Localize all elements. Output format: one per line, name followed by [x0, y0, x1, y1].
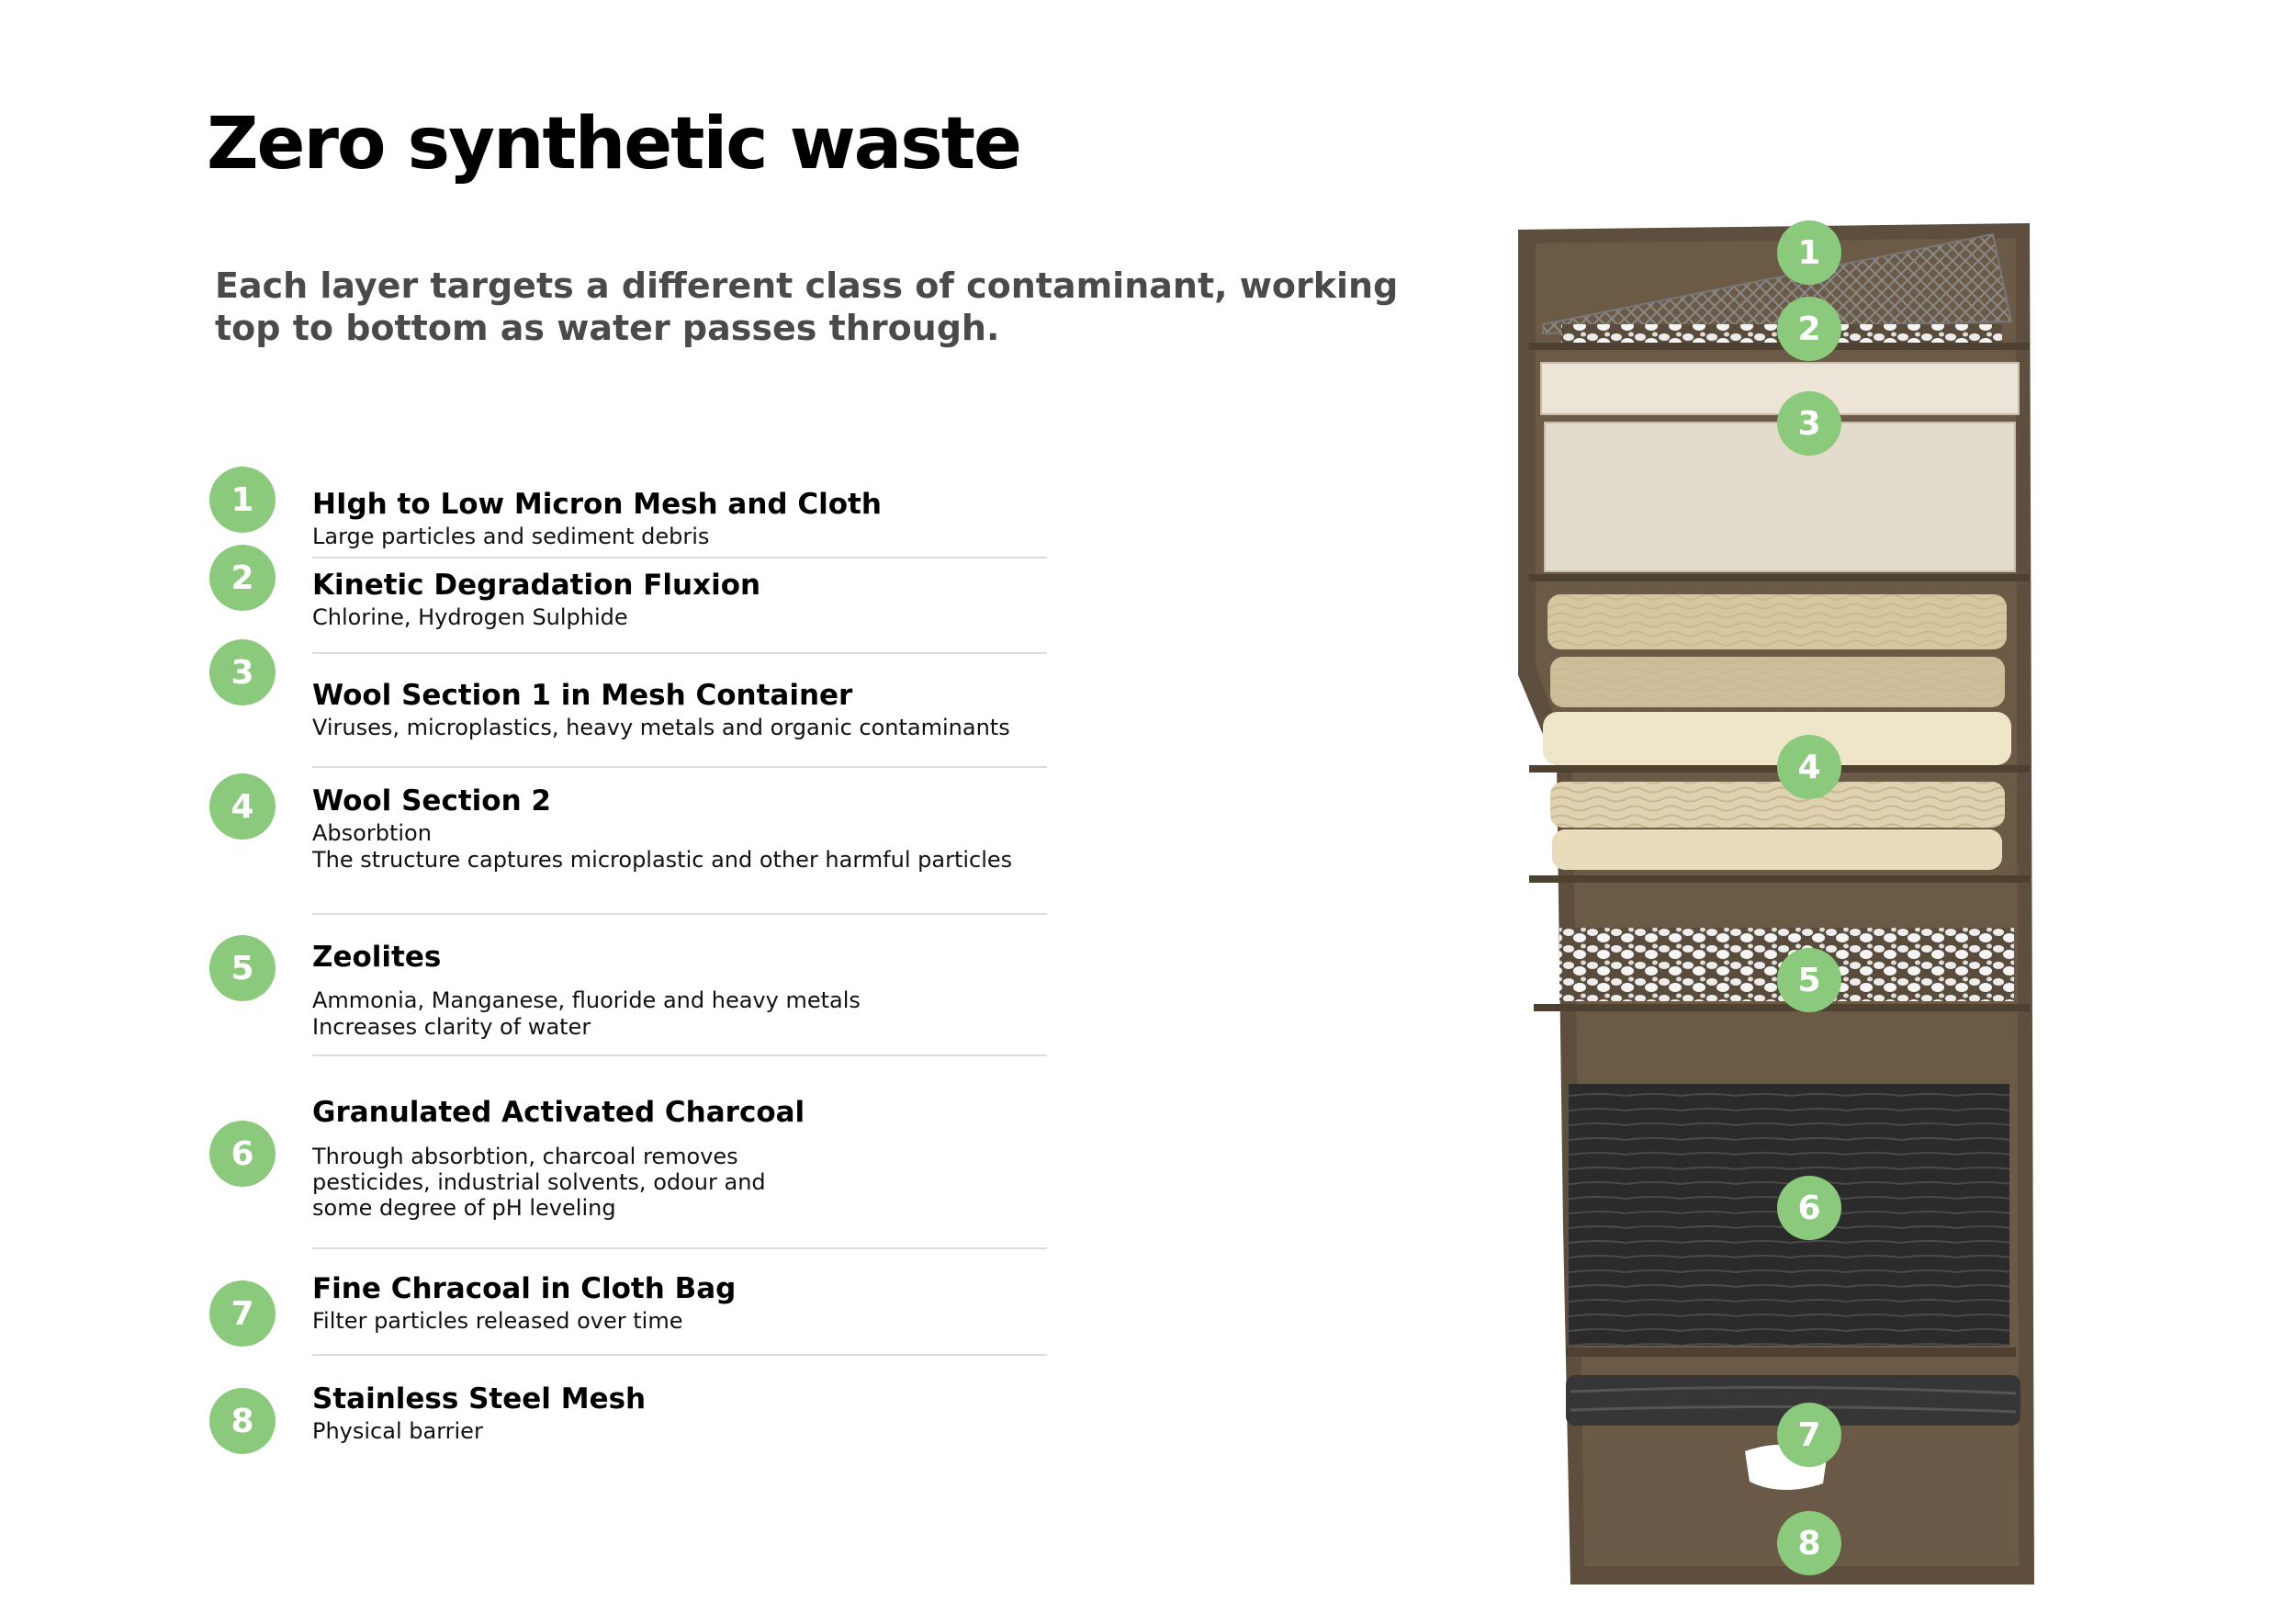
layer-8-title: Stainless Steel Mesh [312, 1382, 647, 1415]
filter-marker-3: 3 [1777, 391, 1841, 456]
layer-6-desc-2: pesticides, industrial solvents, odour and [312, 1169, 766, 1195]
layer-5-desc-1: Ammonia, Manganese, fluoride and heavy metals [312, 987, 861, 1013]
layer-4-title: Wool Section 2 [312, 784, 552, 818]
filter-marker-7: 7 [1777, 1403, 1841, 1467]
layer-1-title: HIgh to Low Micron Mesh and Cloth [312, 488, 882, 521]
layer-7-desc: Filter particles released over time [312, 1308, 683, 1334]
layer-8-desc: Physical barrier [312, 1418, 483, 1444]
divider [312, 913, 1047, 915]
layer-2-desc: Chlorine, Hydrogen Sulphide [312, 604, 628, 630]
divider [312, 652, 1047, 654]
layer-4-desc-1: Absorbtion [312, 820, 432, 846]
layer-6-badge: 6 [209, 1121, 276, 1187]
filter-marker-5: 5 [1777, 948, 1841, 1012]
page-subtitle: Each layer targets a different class of contaminant, working top to bottom as water passes through. [215, 265, 1399, 348]
layer-3-badge: 3 [209, 639, 276, 705]
filter-marker-8: 8 [1777, 1511, 1841, 1575]
layer-8-badge: 8 [209, 1388, 276, 1454]
divider [312, 1054, 1047, 1056]
divider [312, 1354, 1047, 1356]
layer-2-badge: 2 [209, 545, 276, 611]
layer-4-desc-2: The structure captures microplastic and other harmful particles [312, 847, 1013, 873]
divider [312, 1247, 1047, 1249]
layer-7-title: Fine Chracoal in Cloth Bag [312, 1272, 737, 1305]
divider [312, 557, 1047, 558]
filter-marker-6: 6 [1777, 1176, 1841, 1240]
layer-5-title: Zeolites [312, 941, 442, 974]
layer-3-desc: Viruses, microplastics, heavy metals and organic contaminants [312, 715, 1010, 740]
layer-5-badge: 5 [209, 935, 276, 1001]
layer-3-title: Wool Section 1 in Mesh Container [312, 679, 853, 712]
filter-marker-2: 2 [1777, 297, 1841, 361]
layer-6-desc-1: Through absorbtion, charcoal removes [312, 1144, 738, 1169]
filter-marker-1: 1 [1777, 220, 1841, 285]
layer-2-title: Kinetic Degradation Fluxion [312, 569, 761, 602]
page-title: Zero synthetic waste [207, 103, 1020, 186]
layer-4-badge: 4 [209, 773, 276, 840]
layer-1-badge: 1 [209, 467, 276, 533]
layer-6-title: Granulated Activated Charcoal [312, 1096, 805, 1129]
filter-marker-4: 4 [1777, 735, 1841, 799]
layer-7-badge: 7 [209, 1280, 276, 1347]
layer-6-desc-3: some degree of pH leveling [312, 1195, 616, 1221]
divider [312, 766, 1047, 768]
layer-5-desc-2: Increases clarity of water [312, 1014, 591, 1040]
layer-1-desc: Large particles and sediment debris [312, 524, 710, 549]
